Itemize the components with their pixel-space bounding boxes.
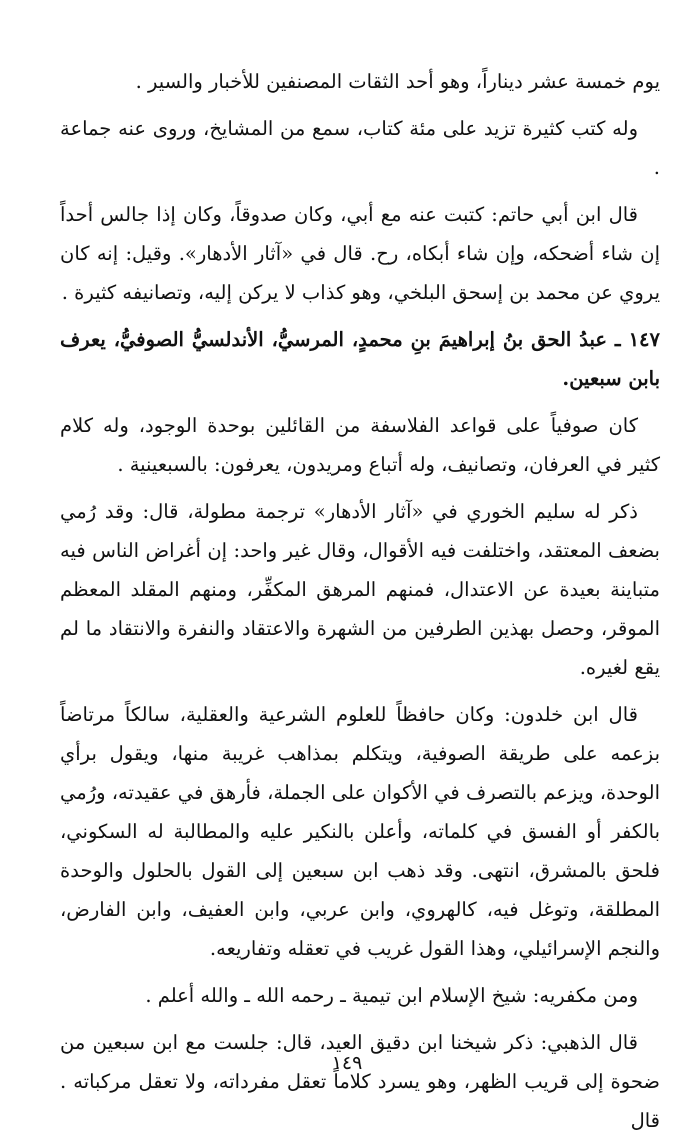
paragraph-sufi: كان صوفياً على قواعد الفلاسفة من القائلين بوحدة الوجود، وله كلام كثير في العرفان، وتصانيف، وله أتباع ومريدون، يعرفون: بالسبعينية . <box>60 414 660 476</box>
paragraph-ibn-khaldun: قال ابن خلدون: وكان حافظاً للعلوم الشرعية والعقلية، سالكاً مرتاضاً بزعمه على طريقة الصوفية، ويتكلم بمذاهب غريبة منها، ويقول برأي الوحدة، ويزعم بالتصرف في الأكوان على الجملة، فأرهق في عقيدته، ورُمي بالكفر أو الفسق في كلماته، وأعلن بالنكير عليه والمطالبة له السكوني، فلحق بالمشرق، انتهى. وقد ذهب ابن سبعين إلى القول بالحلول والوحدة المطلقة، وتوغل فيه، كالهروي، وابن عربي، وابن العفيف، وابن الفارض، والنجم الإسرائيلي، وهذا القول غريب في تعقله وتفاريعه. <box>60 703 660 960</box>
paragraph-continuation: يوم خمسة عشر ديناراً، وهو أحد الثقات المصنفين للأخبار والسير . <box>135 70 660 93</box>
paragraph-ibn-abi-hatim: قال ابن أبي حاتم: كتبت عنه مع أبي، وكان صدوقاً، وكان إذا جالس أحداً إن شاء أضحكه، وإن شاء أبكاه، رح. قال في «آثار الأدهار». وقيل: إنه كان يروي عن محمد بن إسحق البلخي، وهو كذاب لا يركن إليه، وتصانيفه كثيرة . <box>60 203 660 304</box>
paragraph-books: وله كتب كثيرة تزيد على مئة كتاب، سمع من المشايخ، وروى عنه جماعة . <box>60 117 660 179</box>
entry-heading-147: ١٤٧ ـ عبدُ الحق بنُ إبراهيمَ بنِ محمدٍ، المرسيُّ، الأندلسيُّ الصوفيُّ، يعرف بابن سبعين. <box>60 328 660 390</box>
page-body <box>60 62 660 1148</box>
paragraph-dhahabi: قال الذهبي: ذكر شيخنا ابن دقيق العيد، قال: جلست مع ابن سبعين من ضحوة إلى قريب الظهر، وهو يسرد كلاماً تعقل مفرداته، ولا تعقل مركباته . قال <box>60 1031 660 1132</box>
paragraph-khoury: ذكر له سليم الخوري في «آثار الأدهار» ترجمة مطولة، قال: وقد رُمي بضعف المعتقد، واختلفت فيه الأقوال، وقال غير واحد: إن أغراض الناس فيه متباينة بعيدة عن الاعتدال، فمنهم المرهق المكفِّر، ومنهم المقلد المعظم الموقر، وحصل بهذين الطرفين من الشهرة والاعتقاد والنفرة والانتقاد ما لم يقع لغيره. <box>60 500 660 679</box>
page-number: ١٤٩ <box>331 1052 363 1074</box>
paragraph-mukaffirih: ومن مكفريه: شيخ الإسلام ابن تيمية ـ رحمه الله ـ والله أعلم . <box>145 984 638 1007</box>
